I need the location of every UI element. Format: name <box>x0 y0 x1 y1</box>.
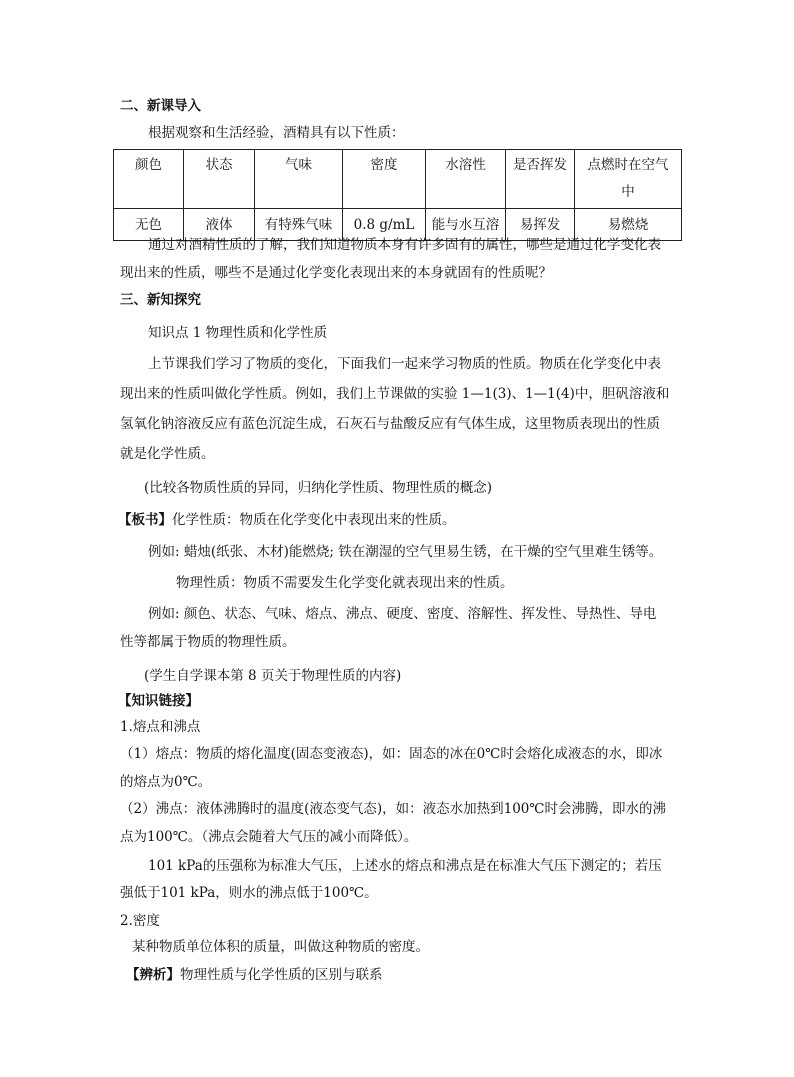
analysis-tag: 【辨析】 <box>126 967 180 983</box>
density-definition: 某种物质单位体积的质量，叫做这种物质的密度。 <box>132 939 429 955</box>
table-header-cell: 水溶性 <box>426 150 506 209</box>
board-text: 化学性质：物质在化学变化中表现出来的性质。 <box>172 512 456 528</box>
paragraph-line: 现出来的性质，哪些不是通过化学变化表现出来的本身就固有的性质呢？ <box>120 265 552 281</box>
self-study-note: (学生自学课本第 8 页关于物理性质的内容) <box>144 668 402 684</box>
table-cell: 易燃烧 <box>575 209 682 241</box>
knowledge-link-title: 【知识链接】 <box>118 693 199 709</box>
melting-point-line: （1）熔点：物质的熔化温度(固态变液态)，如：固态的冰在0℃时会熔化成液态的水，即冰 <box>120 746 663 762</box>
table-header-cell: 气味 <box>255 150 343 209</box>
table-header-cell: 颜色 <box>114 150 184 209</box>
table-cell: 易挥发 <box>506 209 575 241</box>
section-2-title: 二、新课导入 <box>120 98 201 114</box>
table-header-cell-burning <box>575 150 682 209</box>
example-physical-line: 性等都属于物质的物理性质。 <box>120 634 296 650</box>
table-cell: 有特殊气味 <box>255 209 343 241</box>
example-chemical: 例如: 蜡烛(纸张、木材)能燃烧; 铁在潮湿的空气里易生锈，在干燥的空气里难生锈等。 <box>148 544 663 560</box>
table-header-cell: 是否挥发 <box>506 150 575 209</box>
compare-note: (比较各物质性质的异同，归纳化学性质、物理性质的概念) <box>144 480 493 496</box>
paragraph-line: 就是化学性质。 <box>120 446 215 462</box>
board-tag: 【板书】 <box>118 512 172 528</box>
melting-point-line: 的熔点为0℃。 <box>120 774 212 790</box>
alcohol-properties-table <box>113 149 682 241</box>
header-burning-line2: 中 <box>621 184 635 200</box>
paragraph-line: 氢氧化钠溶液反应有蓝色沉淀生成，石灰石与盐酸反应有气体生成，这里物质表现出的性质 <box>120 416 660 432</box>
header-burning-line1: 点燃时在空气 <box>587 157 669 173</box>
section-3-title: 三、新知探究 <box>120 292 201 308</box>
section-2-intro: 根据观察和生活经验，酒精具有以下性质： <box>148 125 405 141</box>
table-cell: 液体 <box>184 209 255 241</box>
item-2-title: 2.密度 <box>120 913 160 929</box>
table-cell: 0.8 g/mL <box>343 209 426 241</box>
paragraph-line: 上节课我们学习了物质的变化，下面我们一起来学习物质的性质。物质在化学变化中表 <box>148 356 661 372</box>
example-physical-line: 例如: 颜色、状态、气味、熔点、沸点、硬度、密度、溶解性、挥发性、导热性、导电 <box>148 606 657 622</box>
knowledge-point-1: 知识点 1 物理性质和化学性质 <box>148 325 328 341</box>
boiling-point-line: （2）沸点：液体沸腾时的温度(液态变气态)，如：液态水加热到100℃时会沸腾，即水的沸 <box>120 801 666 817</box>
table-cell: 能与水互溶 <box>426 209 506 241</box>
analysis-note <box>126 966 383 984</box>
item-1-title: 1.熔点和沸点 <box>120 719 201 735</box>
paragraph-line: 通过对酒精性质的了解，我们知道物质本身有许多固有的属性，哪些是通过化学变化表 <box>148 237 661 253</box>
boiling-point-line: 点为100℃。（沸点会随着大气压的减小而降低）。 <box>120 829 418 845</box>
physical-property-definition: 物理性质：物质不需要发生化学变化就表现出来的性质。 <box>176 575 514 591</box>
paragraph-line: 现出来的性质叫做化学性质。例如，我们上节课做的实验 1—1(3)、1—1(4)中，胆矾溶液和 <box>120 386 670 402</box>
table-header-cell: 密度 <box>343 150 426 209</box>
pressure-note-line: 101 kPa的压强称为标准大气压，上述水的熔点和沸点是在标准大气压下测定的；若压 <box>148 858 662 874</box>
pressure-note-line: 强低于101 kPa，则水的沸点低于100℃。 <box>120 885 378 901</box>
table-cell: 无色 <box>114 209 184 241</box>
table-header-row <box>114 150 682 209</box>
table-header-cell: 状态 <box>184 150 255 209</box>
analysis-text: 物理性质与化学性质的区别与联系 <box>180 967 383 983</box>
board-note <box>118 511 456 529</box>
